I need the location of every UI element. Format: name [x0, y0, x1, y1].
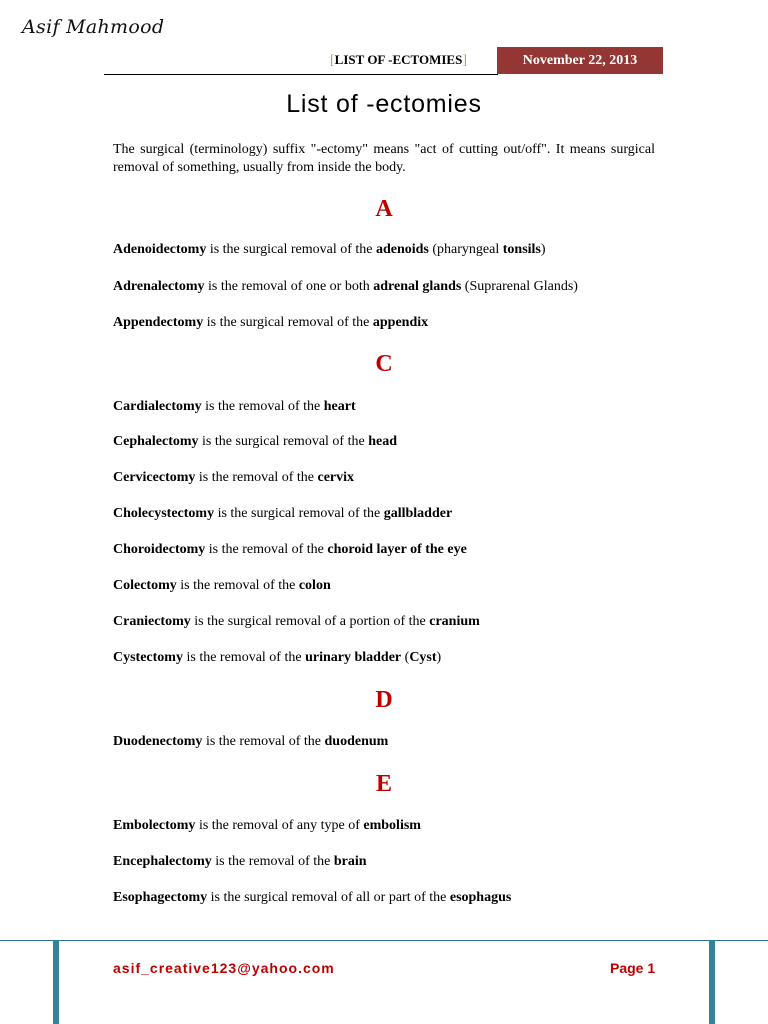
entry-term: Cardialectomy: [113, 399, 202, 414]
entry-text: is the removal of the: [205, 542, 328, 557]
entry-keyword: Cyst: [409, 650, 437, 665]
entry-appendectomy: [113, 314, 428, 332]
entry-text: is the removal of the: [211, 854, 334, 869]
section-letter-c: C: [375, 351, 393, 377]
entry-embolectomy: [113, 817, 421, 835]
entry-choroidectomy: [113, 541, 467, 559]
entry-text: is the removal of the: [176, 578, 299, 593]
entry-term: Choroidectomy: [113, 542, 206, 557]
entry-term: Appendectomy: [113, 315, 204, 330]
entry-term: Cervicectomy: [113, 470, 196, 485]
entry-cephalectomy: [113, 433, 397, 451]
entry-text: is the surgical removal of the: [206, 242, 376, 257]
entry-keyword: appendix: [372, 315, 429, 330]
entry-term: Cystectomy: [113, 650, 183, 665]
entry-term: Duodenectomy: [113, 734, 203, 749]
entry-term: Cholecystectomy: [113, 506, 215, 521]
entry-keyword: embolism: [363, 818, 421, 833]
header-bracket-open: [: [330, 53, 335, 68]
entry-term: Cephalectomy: [113, 434, 199, 449]
entry-text: is the surgical removal of all or part of the: [207, 890, 450, 905]
entry-text: is the surgical removal of the: [198, 434, 369, 449]
entry-keyword: cranium: [429, 614, 480, 629]
section-letter-a: A: [375, 196, 393, 222]
footer-email-link[interactable]: asif_creative123@yahoo.com: [113, 960, 335, 976]
entry-keyword: duodenum: [324, 734, 389, 749]
header-date: November 22, 2013: [522, 52, 638, 68]
entry-text: is the removal of the: [202, 734, 325, 749]
entry-text: is the removal of the: [182, 650, 306, 665]
entry-adrenalectomy: [113, 278, 578, 296]
footer-left-bar: [53, 940, 59, 1024]
footer-right-bar: [709, 940, 715, 1024]
entry-term: Esophagectomy: [113, 890, 208, 905]
entry-keyword: heart: [323, 399, 356, 414]
entry-text: is the removal of the: [195, 470, 318, 485]
entry-keyword: cervix: [317, 470, 355, 485]
entry-cholecystectomy: [113, 505, 452, 523]
entry-keyword: tonsils: [502, 242, 541, 257]
section-letter-e: E: [375, 771, 392, 797]
entry-duodenectomy: [113, 733, 388, 751]
entry-cystectomy: [113, 649, 441, 667]
header-date-box: [497, 47, 663, 74]
entry-text: is the removal of the: [201, 399, 324, 414]
entry-keyword: brain: [333, 854, 367, 869]
entry-keyword: urinary bladder: [305, 650, 402, 665]
entry-colectomy: [113, 577, 331, 595]
entry-craniectomy: [113, 613, 480, 631]
entry-keyword: adenoids: [375, 242, 429, 257]
entry-cardialectomy: [113, 398, 356, 416]
document-title: List of -ectomies: [286, 90, 482, 118]
entry-adenoidectomy: [113, 241, 546, 259]
entry-text: is the removal of one or both: [204, 279, 374, 294]
entry-keyword: gallbladder: [383, 506, 453, 521]
entry-term: Colectomy: [113, 578, 177, 593]
entry-encephalectomy: [113, 853, 367, 871]
entry-term: Embolectomy: [113, 818, 196, 833]
entry-term: Adrenalectomy: [113, 279, 205, 294]
header-bracket-close: ]: [462, 53, 467, 68]
entry-keyword: adrenal glands: [373, 279, 462, 294]
entry-term: Craniectomy: [113, 614, 191, 629]
entry-keyword: esophagus: [449, 890, 512, 905]
entry-keyword: colon: [298, 578, 331, 593]
entry-text: is the surgical removal of a portion of the: [190, 614, 430, 629]
header-rule: [104, 74, 498, 75]
section-letter-d: D: [375, 687, 393, 713]
entry-text: (Suprarenal Glands): [461, 279, 578, 294]
running-header-title: [330, 52, 467, 69]
header-title-text: LIST OF -ECTOMIES: [334, 52, 463, 67]
entry-term: Adenoidectomy: [113, 242, 207, 257]
footer-rule: [0, 940, 768, 941]
entry-text: is the surgical removal of the: [203, 315, 373, 330]
entry-text: ): [436, 650, 442, 665]
entry-cervicectomy: [113, 469, 354, 487]
entry-text: (pharyngeal: [428, 242, 503, 257]
entry-esophagectomy: [113, 889, 511, 907]
entry-text: (: [401, 650, 410, 665]
footer-page-number: Page 1: [610, 960, 656, 976]
entry-term: Encephalectomy: [113, 854, 212, 869]
intro-paragraph: The surgical (terminology) suffix "-ectomy" means "act of cutting out/off". It means surgical removal of something, usually from inside the body.: [113, 142, 655, 175]
entry-keyword: head: [368, 434, 397, 449]
author-signature: Asif Mahmood: [22, 16, 165, 38]
entry-text: is the surgical removal of the: [214, 506, 384, 521]
entry-text: ): [540, 242, 546, 257]
entry-keyword: choroid layer of the eye: [327, 542, 467, 557]
entry-text: is the removal of any type of: [195, 818, 364, 833]
